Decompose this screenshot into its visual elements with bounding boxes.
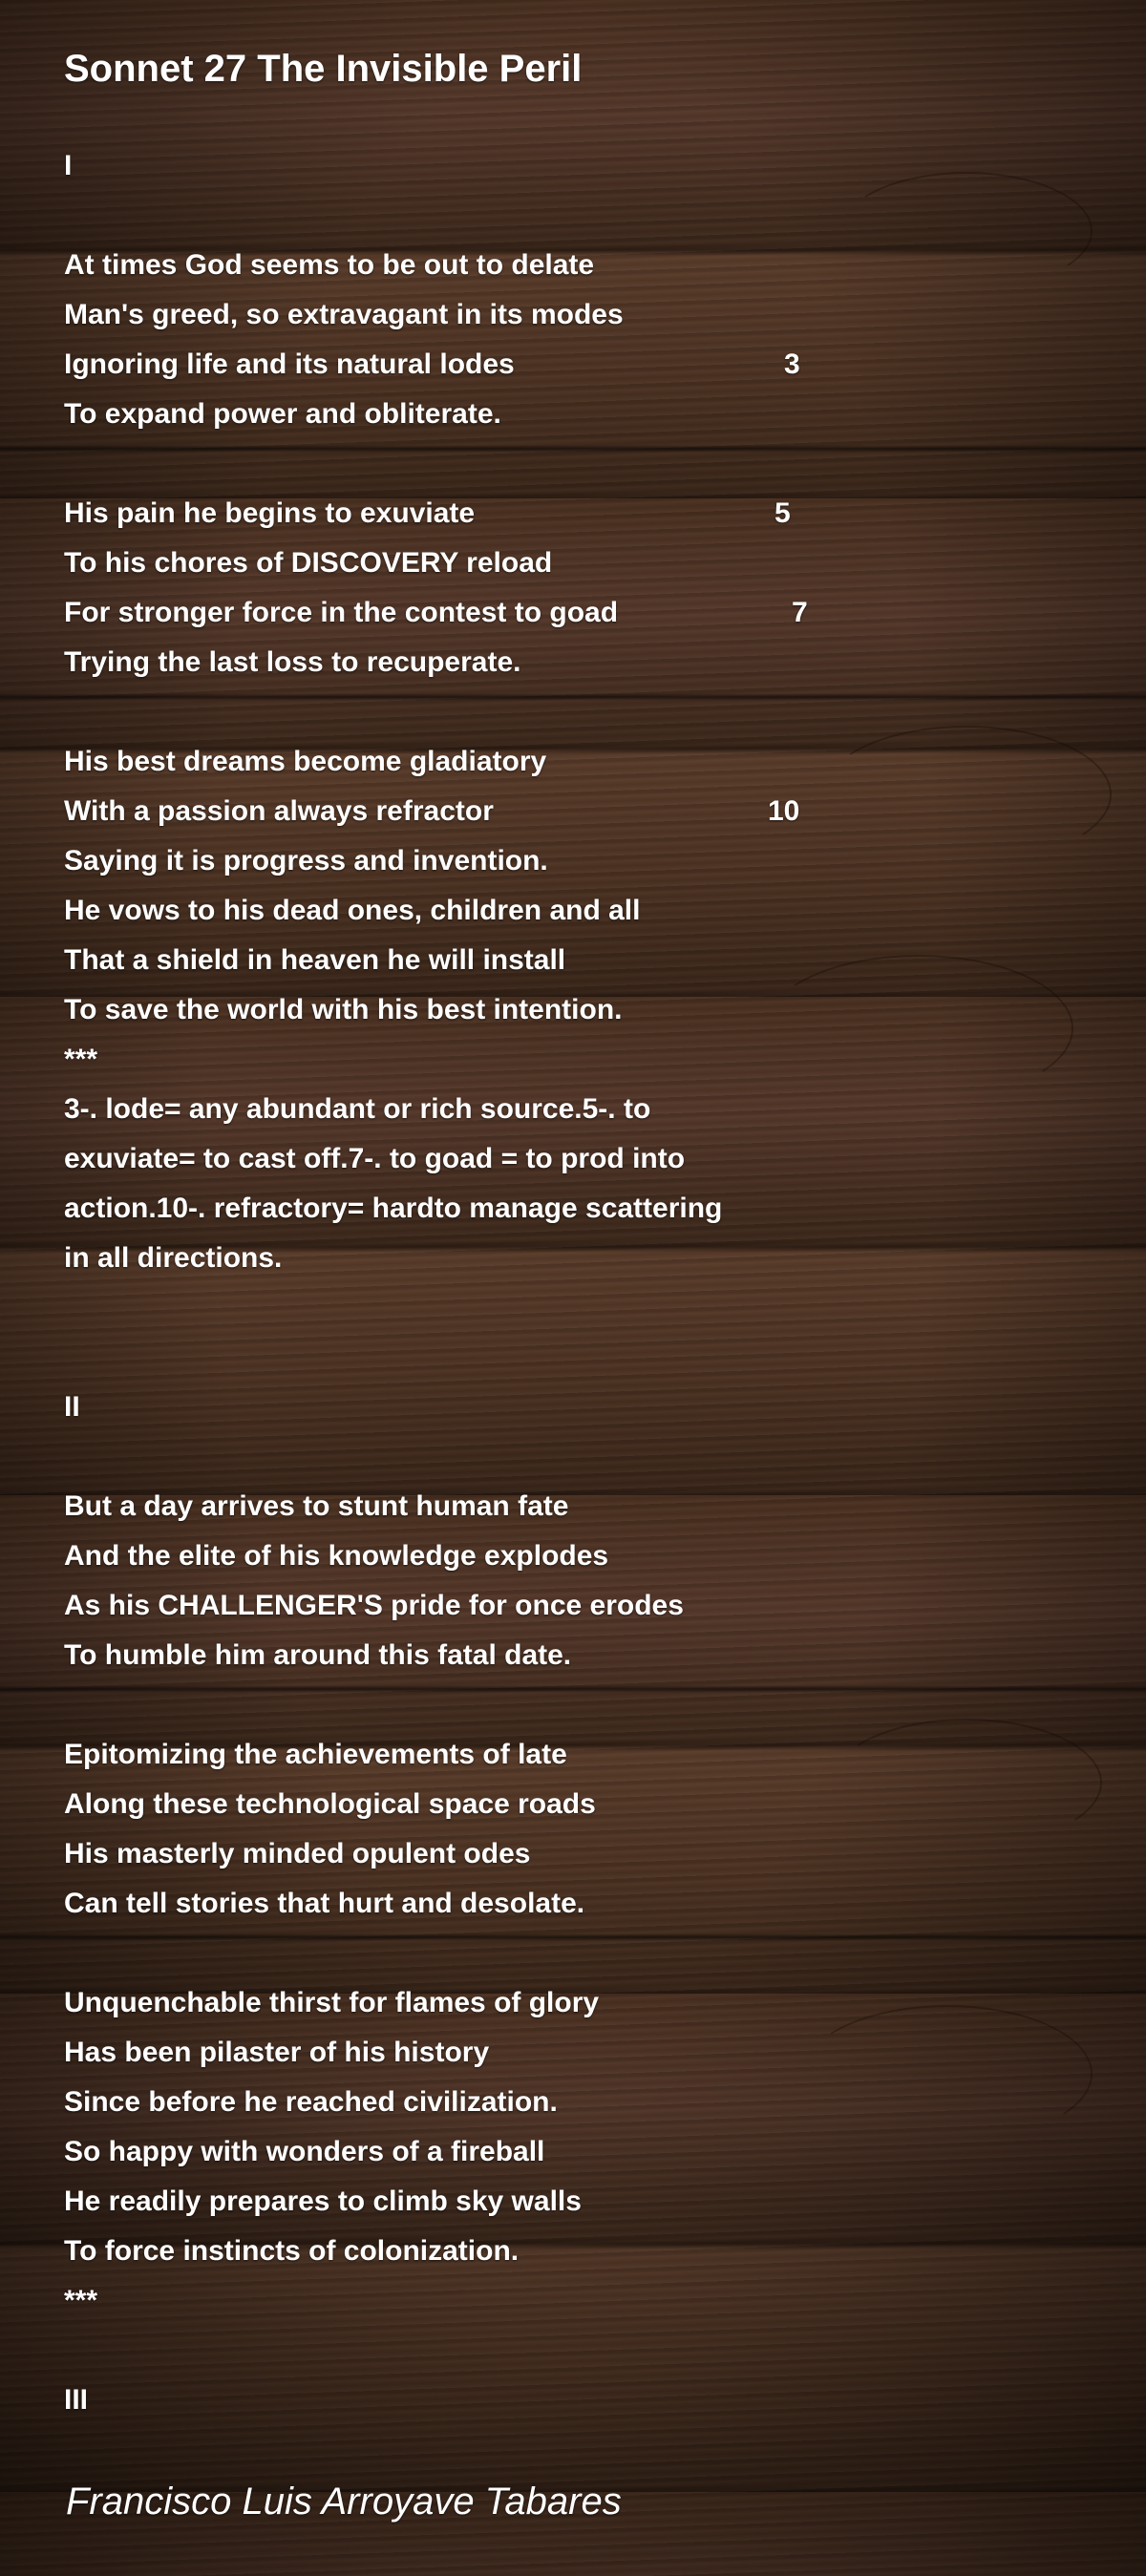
footnote-line: action.10-. refractory= hardto manage scattering <box>64 1193 723 1224</box>
poem-title: Sonnet 27 The Invisible Peril <box>64 48 583 90</box>
poem-line: His best dreams become gladiatory <box>64 746 547 777</box>
poem-line: Has been pilaster of his history <box>64 2037 490 2068</box>
poem-line: But a day arrives to stunt human fate <box>64 1490 569 1522</box>
wood-grain-swirl <box>764 955 1073 1102</box>
plank-seam <box>0 693 1146 701</box>
poem-line: Along these technological space roads <box>64 1788 596 1820</box>
poem-line: His masterly minded opulent odes <box>64 1838 531 1869</box>
poem-line: So happy with wonders of a fireball <box>64 2136 545 2167</box>
poem-line: Saying it is progress and invention. <box>64 845 548 876</box>
plank-seam <box>0 1685 1146 1693</box>
poem-line: His pain he begins to exuviate <box>64 497 476 529</box>
poem-line: And the elite of his knowledge explodes <box>64 1540 609 1572</box>
footnote-line: exuviate= to cast off.7-. to goad = to prod into <box>64 1143 686 1174</box>
poem-line: To save the world with his best intention. <box>64 994 623 1025</box>
poem-line: As his CHALLENGER'S pride for once erodes <box>64 1590 684 1621</box>
poem-line: To force instincts of colonization. <box>64 2235 520 2267</box>
plank-seam <box>0 445 1146 453</box>
poem-line: He vows to his dead ones, children and all <box>64 895 641 926</box>
poem-line: At times God seems to be out to delate <box>64 249 595 281</box>
section-divider: *** <box>64 1044 98 1075</box>
poem-line: Can tell stories that hurt and desolate. <box>64 1888 585 1919</box>
poem-line: He readily prepares to climb sky walls <box>64 2185 582 2217</box>
poem-line: To his chores of DISCOVERY reload <box>64 547 553 579</box>
poem-line: Ignoring life and its natural lodes <box>64 348 515 380</box>
footnote-line: 3-. lode= any abundant or rich source.5-. to <box>64 1093 651 1125</box>
section-divider: *** <box>64 2285 98 2316</box>
poem-line: Unquenchable thirst for flames of glory <box>64 1987 600 2018</box>
section-heading-3: III <box>64 2384 89 2416</box>
line-number: 5 <box>775 497 791 529</box>
poem-author: Francisco Luis Arroyave Tabares <box>66 2481 622 2523</box>
line-number: 10 <box>768 795 800 827</box>
poem-line: To humble him around this fatal date. <box>64 1639 572 1671</box>
poem-line: That a shield in heaven he will install <box>64 944 566 976</box>
wood-grain-swirl <box>821 726 1112 863</box>
poem-line: Epitomizing the achievements of late <box>64 1739 567 1770</box>
poem-line: With a passion always refractor <box>64 795 494 827</box>
plank-seam <box>0 1933 1146 1941</box>
poem-line: Man's greed, so extravagant in its modes <box>64 299 624 330</box>
footnote-line: in all directions. <box>64 1242 283 1274</box>
section-heading-1: I <box>64 150 73 181</box>
poem-line: For stronger force in the contest to goad <box>64 597 619 628</box>
section-heading-2: II <box>64 1391 80 1423</box>
poem-line: To expand power and obliterate. <box>64 398 501 430</box>
poem-line: Since before he reached civilization. <box>64 2086 558 2118</box>
poem-line: Trying the last loss to recuperate. <box>64 646 521 678</box>
line-number: 3 <box>784 348 800 380</box>
wood-grain-swirl <box>802 2005 1093 2143</box>
line-number: 7 <box>792 597 808 628</box>
wood-grain-swirl <box>831 1719 1102 1847</box>
wood-grain-swirl <box>840 172 1093 290</box>
